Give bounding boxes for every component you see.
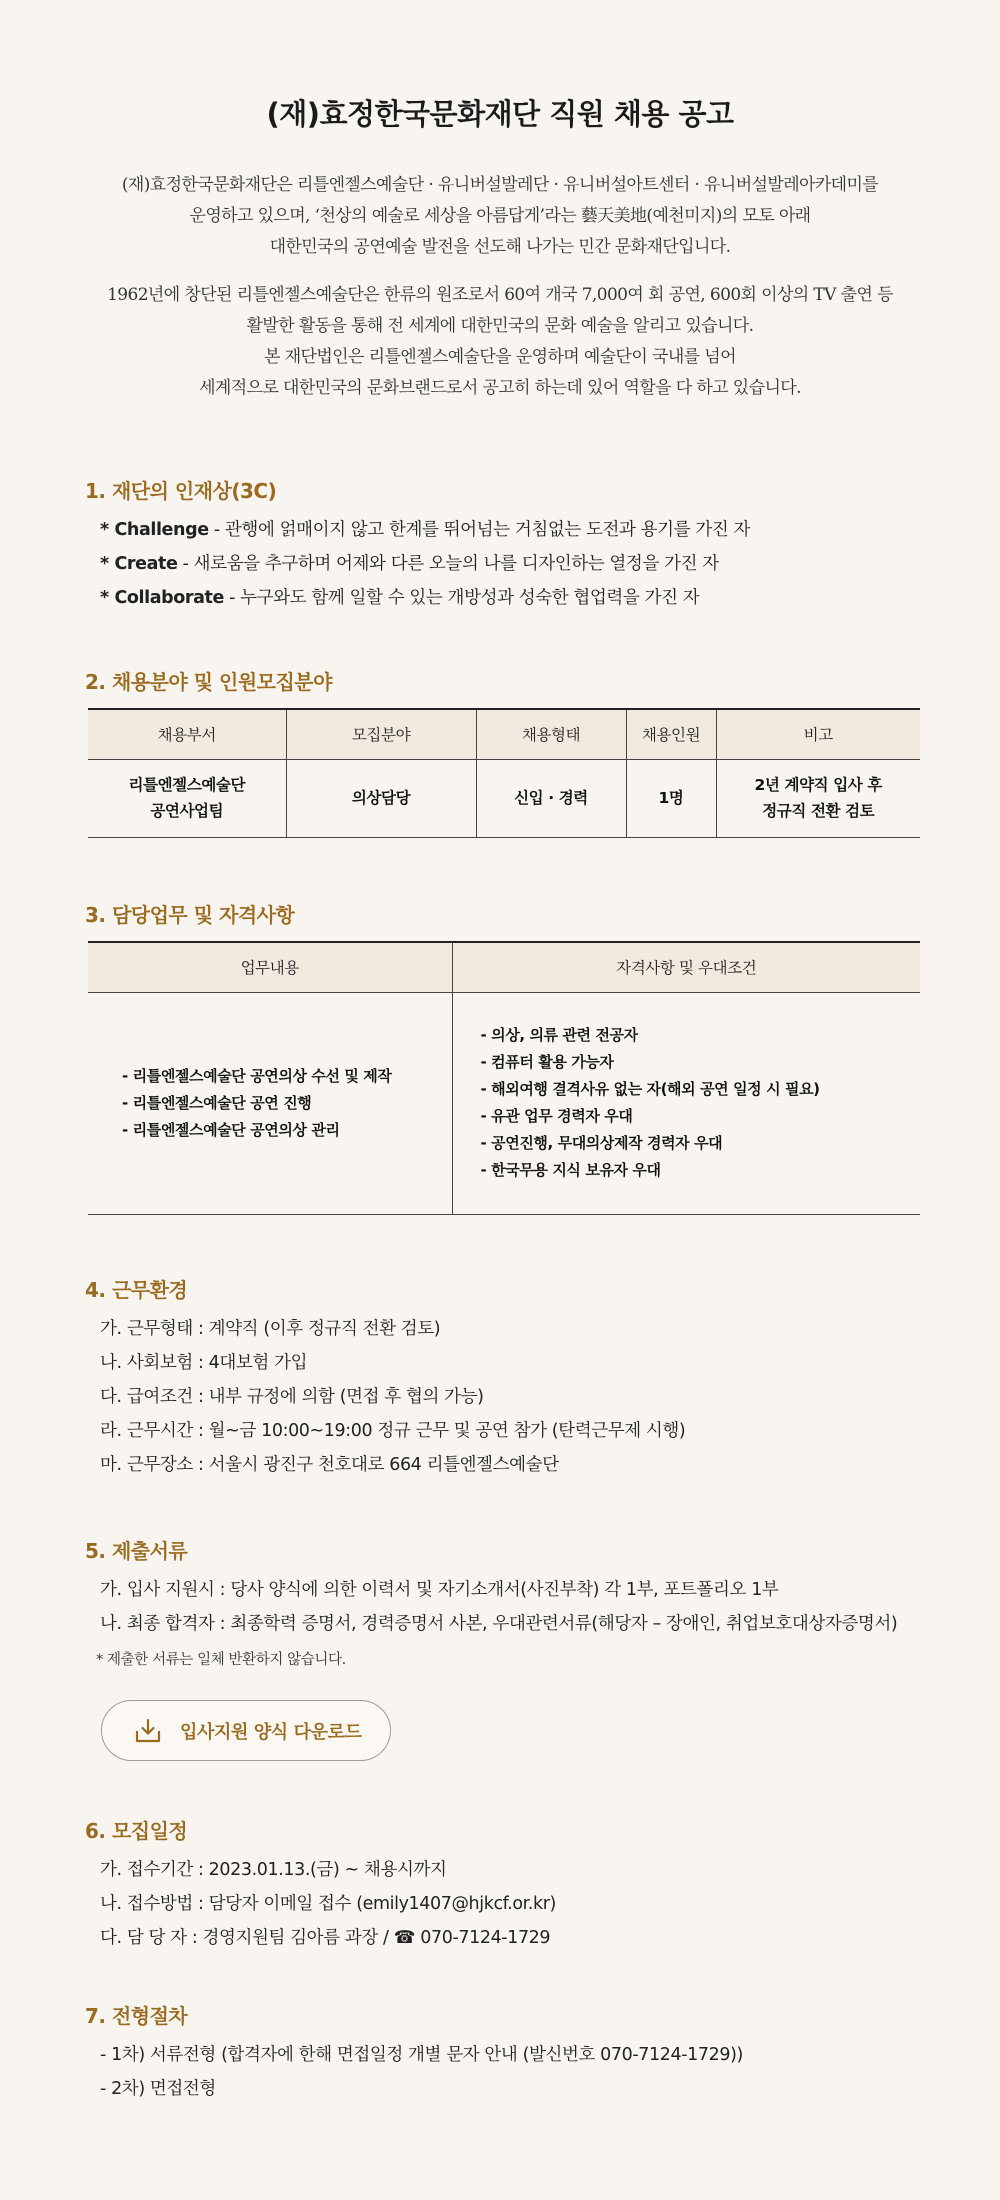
section-title-process: 7. 전형절차 (85, 2004, 188, 2028)
qualifications-list (481, 1022, 921, 1184)
field-cell: 의상담당 (286, 759, 476, 837)
table-row (88, 759, 920, 837)
recruit-table (88, 708, 920, 838)
note-line: 2년 계약직 입사 후 (754, 776, 882, 794)
work-env-item: 나. 사회보험 : 4대보험 가입 (100, 1353, 308, 1373)
column-header: 모집분야 (286, 709, 476, 759)
work-env-list (100, 1312, 685, 1482)
duty-item: - 리틀엔젤스예술단 공연 진행 (122, 1093, 312, 1112)
section-title-documents: 5. 제출서류 (85, 1539, 188, 1563)
duty-item: - 리틀엔젤스예술단 공연의상 관리 (122, 1120, 340, 1139)
column-header: 비고 (716, 709, 920, 759)
talent-item (100, 547, 750, 581)
qualification-item: - 해외여행 결격사유 없는 자(해외 공연 일정 시 필요) (480, 1080, 820, 1098)
talent-desc: - 관행에 얽매이지 않고 한계를 뛰어넘는 거침없는 도전과 용기를 가진 자 (208, 520, 751, 540)
talent-list (100, 513, 750, 615)
column-header: 업무내용 (88, 942, 452, 992)
qualifications-cell (452, 992, 920, 1214)
count-cell: 1명 (626, 759, 716, 837)
talent-item (100, 581, 750, 615)
duties-cell (88, 992, 452, 1214)
intro-line: 본 재단법인은 리틀엔젤스예술단을 운영하며 예술단이 국내를 넘어 (264, 347, 736, 367)
intro-line: 활발한 활동을 통해 전 세계에 대한민국의 문화 예술을 알리고 있습니다. (246, 316, 754, 336)
type-cell: 신입 · 경력 (476, 759, 626, 837)
work-env-item: 가. 근무형태 : 계약직 (이후 정규직 전환 검토) (100, 1319, 441, 1339)
documents-list (100, 1573, 897, 1641)
column-header: 채용부서 (88, 709, 286, 759)
intro-paragraph-2 (40, 280, 960, 404)
note-line: 정규직 전환 검토 (762, 802, 875, 820)
download-tray-icon (134, 1718, 162, 1744)
talent-desc: - 누구와도 함께 일할 수 있는 개방성과 성숙한 협업력을 가진 자 (223, 588, 700, 608)
column-header: 채용형태 (476, 709, 626, 759)
table-header-row (88, 709, 920, 759)
section-title-talent: 1. 재단의 인재상(3C) (85, 479, 277, 503)
intro-line: 대한민국의 공연예술 발전을 선도해 나가는 민간 문화재단입니다. (269, 237, 731, 257)
duty-item: - 리틀엔젤스예술단 공연의상 수선 및 제작 (122, 1066, 392, 1085)
documents-note: * 제출한 서류는 일체 반환하지 않습니다. (96, 1652, 346, 1668)
note-cell (716, 759, 920, 837)
talent-desc: - 새로움을 추구하며 어제와 다른 오늘의 나를 디자인하는 열정을 가진 자 (177, 554, 719, 574)
process-list (100, 2038, 743, 2106)
page-title: (재)효정한국문화재단 직원 채용 공고 (266, 97, 734, 131)
qualification-item: - 한국무용 지식 보유자 우대 (480, 1161, 661, 1179)
column-header: 채용인원 (626, 709, 716, 759)
schedule-item: 가. 접수기간 : 2023.01.13.(금) ~ 채용시까지 (100, 1860, 447, 1880)
table-header-row (88, 942, 920, 992)
duties-table (88, 941, 920, 1215)
process-item: - 1차) 서류전형 (합격자에 한해 면접일정 개별 문자 안내 (발신번호 070-7124-1729)) (100, 2045, 743, 2065)
dept-line: 리틀엔젤스예술단 (128, 776, 246, 794)
talent-item (100, 513, 750, 547)
intro-paragraph-1 (40, 170, 960, 263)
schedule-item: 나. 접수방법 : 담당자 이메일 접수 (emily1407@hjkcf.or.kr) (100, 1894, 556, 1914)
dept-cell (88, 759, 286, 837)
section-title-duties: 3. 담당업무 및 자격사항 (85, 903, 295, 927)
section-title-schedule: 6. 모집일정 (85, 1819, 188, 1843)
qualification-item: - 공연진행, 무대의상제작 경력자 우대 (480, 1134, 723, 1152)
table-row (88, 992, 920, 1214)
work-env-item: 마. 근무장소 : 서울시 광진구 천호대로 664 리틀엔젤스예술단 (100, 1455, 559, 1475)
section-title-recruit-field: 2. 채용분야 및 인원모집분야 (85, 670, 332, 694)
document-item: 가. 입사 지원시 : 당사 양식에 의한 이력서 및 자기소개서(사진부착) 각 1부, 포트폴리오 1부 (100, 1580, 779, 1600)
download-form-button[interactable] (101, 1700, 391, 1761)
process-item: - 2차) 면접전형 (100, 2079, 216, 2099)
dept-line: 공연사업팀 (150, 802, 224, 820)
qualification-item: - 의상, 의류 관련 전공자 (480, 1026, 638, 1044)
column-header: 자격사항 및 우대조건 (452, 942, 920, 992)
schedule-item: 다. 담 당 자 : 경영지원팀 김아름 과장 / ☎ 070-7124-1729 (100, 1928, 551, 1948)
intro-line: 세계적으로 대한민국의 문화브랜드로서 공고히 하는데 있어 역할을 다 하고 있습니다. (199, 378, 801, 398)
qualification-item: - 컴퓨터 활용 가능자 (480, 1053, 614, 1071)
download-form-label: 입사지원 양식 다운로드 (180, 1721, 362, 1743)
intro-line: 운영하고 있으며, ‘천상의 예술로 세상을 아름답게’라는 藝天美地(예천미지)의 모토 아래 (189, 206, 811, 226)
talent-key: * Create (100, 554, 178, 574)
duties-list (122, 1063, 452, 1144)
intro-line: (재)효정한국문화재단은 리틀엔젤스예술단 · 유니버설발레단 · 유니버설아트센터 · 유니버설발레아카데미를 (121, 175, 879, 195)
section-title-work-env: 4. 근무환경 (85, 1278, 188, 1302)
document-item: 나. 최종 합격자 : 최종학력 증명서, 경력증명서 사본, 우대관련서류(해당자 – 장애인, 취업보호대상자증명서) (100, 1614, 898, 1634)
work-env-item: 라. 근무시간 : 월~금 10:00~19:00 정규 근무 및 공연 참가 (탄력근무제 시행) (100, 1421, 686, 1441)
talent-key: * Challenge (100, 520, 209, 540)
intro-line: 1962년에 창단된 리틀엔젤스예술단은 한류의 원조로서 60여 개국 7,000여 회 공연, 600회 이상의 TV 출연 등 (107, 285, 893, 305)
work-env-item: 다. 급여조건 : 내부 규정에 의함 (면접 후 협의 가능) (100, 1387, 484, 1407)
qualification-item: - 유관 업무 경력자 우대 (480, 1107, 633, 1125)
talent-key: * Collaborate (100, 588, 224, 608)
schedule-list (100, 1853, 556, 1955)
